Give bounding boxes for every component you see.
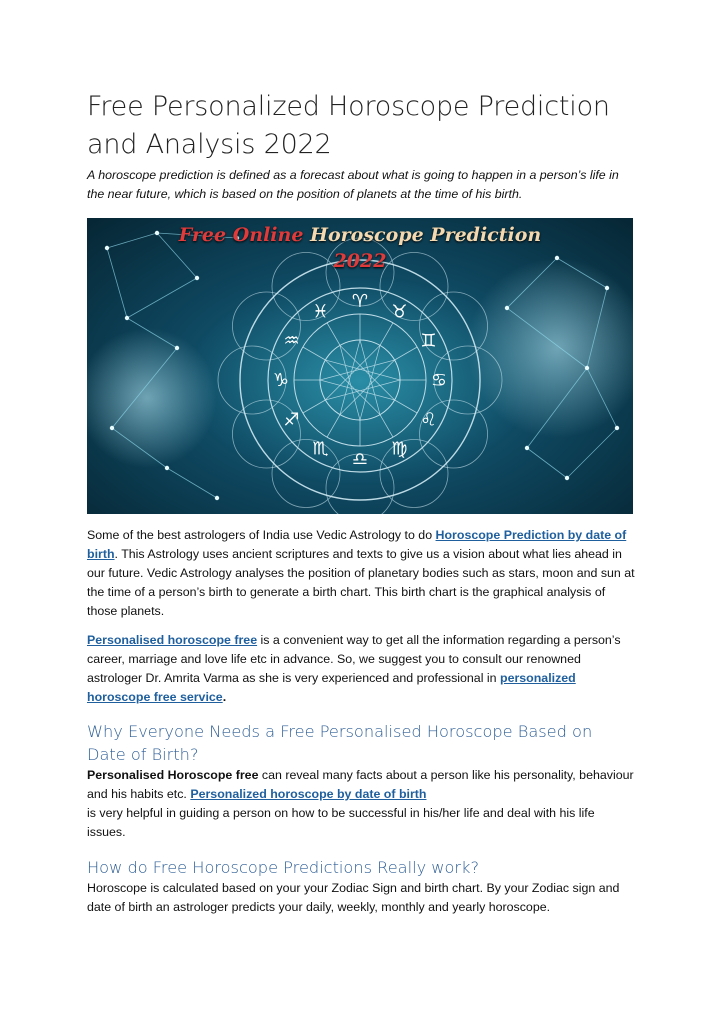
section1-paragraph: [87, 766, 635, 842]
zodiac-glyph: ♉: [391, 301, 408, 323]
constellation-star: [110, 426, 114, 430]
page-title: Free Personalized Horoscope Prediction and Analysis 2022: [87, 91, 610, 160]
p1-text-2: . This Astrology uses ancient scriptures and texts to give us a vision about what lies ahead in our future. Vedic Astrology analyses the position of planetary bodies such as stars, moon and sun at the time of a person’s birth to generate a birth chart. This birth chart is the graphical analysis of those planets.: [87, 547, 635, 618]
wheel-spoke: [303, 400, 326, 413]
section1-text-2: is very helpful in guiding a person on how to be successful in his/her life and deal with his life issues.: [87, 806, 595, 839]
constellation-line: [127, 278, 197, 318]
constellation-star: [195, 276, 199, 280]
zodiac-glyph: ♎: [351, 449, 369, 470]
hero-title-rest: Horoscope Prediction: [303, 224, 542, 246]
wheel-spoke: [395, 400, 418, 413]
section1-bold: Personalised Horoscope free: [87, 768, 259, 782]
zodiac-glyph: ♊: [420, 330, 437, 352]
zodiac-glyph: ♑: [272, 370, 290, 391]
paragraph-vedic: [87, 526, 635, 621]
hero-year: 2022: [333, 250, 387, 272]
p1-text-1: Some of the best astrologers of India use Vedic Astrology to do: [87, 528, 436, 542]
zodiac-glyph: ♐: [283, 409, 300, 431]
constellation-star: [175, 346, 179, 350]
wheel-spoke: [303, 347, 326, 360]
hero-title-red: Free Online: [178, 224, 304, 246]
glow-left: [87, 328, 217, 468]
hero-image: [87, 218, 633, 514]
section2-heading: How do Free Horoscope Predictions Really work?: [87, 858, 480, 877]
link-personalized-horoscope-by-dob[interactable]: Personalized horoscope by date of birth: [190, 787, 427, 801]
zodiac-glyph: ♈: [351, 291, 369, 312]
link-horoscope-prediction-by-dob[interactable]: Horoscope Prediction by date of birth: [87, 528, 627, 561]
constellation-star: [215, 496, 219, 500]
zodiac-glyph: ♒: [283, 330, 300, 352]
p2-text-1: is a convenient way to get all the information regarding a person’s career, marriage and love life etc in advance. So, we suggest you to consult our renowned astrologer Dr. Amrita Varma as she is very experienced and professional in: [87, 633, 621, 685]
zodiac-glyph: ♍: [391, 438, 408, 460]
p2-text-2: .: [222, 690, 227, 704]
constellation-line: [167, 468, 217, 498]
zodiac-glyph: ♌: [420, 409, 437, 431]
section1-text-1: can reveal many facts about a person like his personality, behaviour and his habits etc.: [87, 768, 634, 801]
section1-heading: Why Everyone Needs a Free Personalised Horoscope Based on Date of Birth?: [87, 722, 593, 764]
constellation-line: [527, 448, 567, 478]
wheel-core-ring: [320, 340, 400, 420]
zodiac-glyph: ♓: [312, 301, 329, 323]
link-personalised-horoscope-free[interactable]: Personalised horoscope free: [87, 633, 258, 647]
paragraph-personalised: [87, 631, 635, 707]
link-personalized-horoscope-free-service[interactable]: personalized horoscope free service: [87, 671, 576, 704]
constellation-star: [605, 286, 609, 290]
wheel-petal: [380, 440, 448, 508]
zodiac-glyph: ♏: [312, 438, 329, 460]
constellation-star: [585, 366, 589, 370]
subtitle: A horoscope prediction is defined as a forecast about what is going to happen in a person’s life in the near future, which is based on the position of planets at the time of his birth.: [87, 168, 619, 201]
document-page: [87, 88, 635, 917]
wheel-spoke: [380, 415, 393, 438]
section2-paragraph: Horoscope is calculated based on your your Zodiac Sign and birth chart. By your Zodiac sign and date of birth an astrologer predicts your daily, weekly, monthly and yearly horoscope.: [87, 881, 620, 914]
constellation-star: [165, 466, 169, 470]
hero-title: [87, 224, 633, 246]
zodiac-glyph: ♋: [430, 370, 448, 391]
wheel-spoke: [327, 415, 340, 438]
wheel-spoke: [395, 347, 418, 360]
wheel-petal: [272, 440, 340, 508]
wheel-spoke: [327, 323, 340, 346]
constellation-star: [125, 316, 129, 320]
constellation-star: [525, 446, 529, 450]
constellation-star: [505, 306, 509, 310]
constellation-star: [615, 426, 619, 430]
wheel-spoke: [380, 323, 393, 346]
constellation-star: [565, 476, 569, 480]
